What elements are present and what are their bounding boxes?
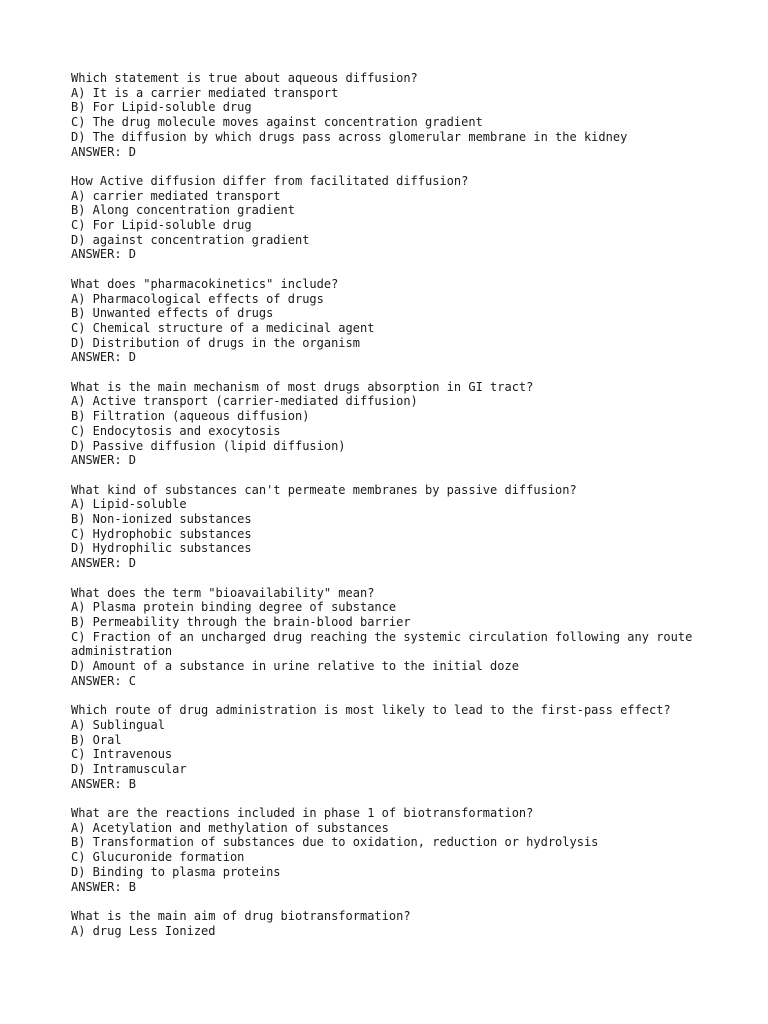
question-block [71,71,711,159]
option-b: B) Permeability through the brain-blood barrier [71,614,411,629]
question-text: What is the main mechanism of most drugs absorption in GI tract? [71,379,534,394]
option-b: B) Filtration (aqueous diffusion) [71,409,310,424]
question-text: What does "pharmacokinetics" include? [71,276,339,291]
question-block [71,586,711,689]
option-c: C) Glucuronide formation [71,850,245,865]
option-c: C) Hydrophobic substances [71,526,252,541]
answer-line: ANSWER: D [71,247,137,262]
answer-line: ANSWER: B [71,776,137,791]
question-text: What kind of substances can't permeate membranes by passive diffusion? [71,482,577,497]
question-text: What is the main aim of drug biotransformation? [71,908,411,923]
option-d: D) Binding to plasma proteins [71,864,281,879]
question-block [71,909,711,938]
option-d: D) against concentration gradient [71,232,310,247]
answer-line: ANSWER: B [71,879,137,894]
question-block [71,277,711,365]
option-c: C) For Lipid-soluble drug [71,218,252,233]
question-block [71,483,711,571]
answer-line: ANSWER: D [71,350,137,365]
option-a: A) Active transport (carrier-mediated diffusion) [71,394,418,409]
option-b: B) Along concentration gradient [71,203,295,218]
question-block [71,174,711,262]
answer-line: ANSWER: C [71,673,137,688]
option-d: D) Hydrophilic substances [71,541,252,556]
question-block [71,703,711,791]
option-d: D) Intramuscular [71,761,187,776]
option-c: C) Fraction of an uncharged drug reaching the systemic circulation following any route administration [71,629,700,659]
option-b: B) For Lipid-soluble drug [71,100,252,115]
option-b: B) Non-ionized substances [71,512,252,527]
option-c: C) The drug molecule moves against concentration gradient [71,115,483,130]
answer-line: ANSWER: D [71,144,137,159]
option-a: A) drug Less Ionized [71,923,216,938]
option-a: A) Acetylation and methylation of substances [71,820,389,835]
option-b: B) Oral [71,732,122,747]
document-page [71,71,711,953]
answer-line: ANSWER: D [71,453,137,468]
question-text: How Active diffusion differ from facilitated diffusion? [71,173,469,188]
question-text: Which route of drug administration is most likely to lead to the first-pass effect? [71,703,671,718]
option-a: A) carrier mediated transport [71,188,281,203]
option-d: D) Distribution of drugs in the organism [71,335,360,350]
option-a: A) Plasma protein binding degree of substance [71,600,397,615]
question-text: What does the term "bioavailability" mean? [71,585,375,600]
option-a: A) It is a carrier mediated transport [71,85,339,100]
option-a: A) Pharmacological effects of drugs [71,291,324,306]
option-d: D) Amount of a substance in urine relative to the initial doze [71,659,519,674]
option-a: A) Sublingual [71,717,165,732]
answer-line: ANSWER: D [71,556,137,571]
option-c: C) Chemical structure of a medicinal agent [71,320,375,335]
question-text: Which statement is true about aqueous diffusion? [71,71,418,85]
option-c: C) Endocytosis and exocytosis [71,423,281,438]
option-b: B) Transformation of substances due to oxidation, reduction or hydrolysis [71,835,599,850]
question-text: What are the reactions included in phase 1 of biotransformation? [71,806,534,821]
option-b: B) Unwanted effects of drugs [71,306,274,321]
option-c: C) Intravenous [71,747,173,762]
question-block [71,380,711,468]
option-a: A) Lipid-soluble [71,497,187,512]
option-d: D) Passive diffusion (lipid diffusion) [71,438,346,453]
question-block [71,806,711,894]
option-d: D) The diffusion by which drugs pass across glomerular membrane in the kidney [71,129,628,144]
